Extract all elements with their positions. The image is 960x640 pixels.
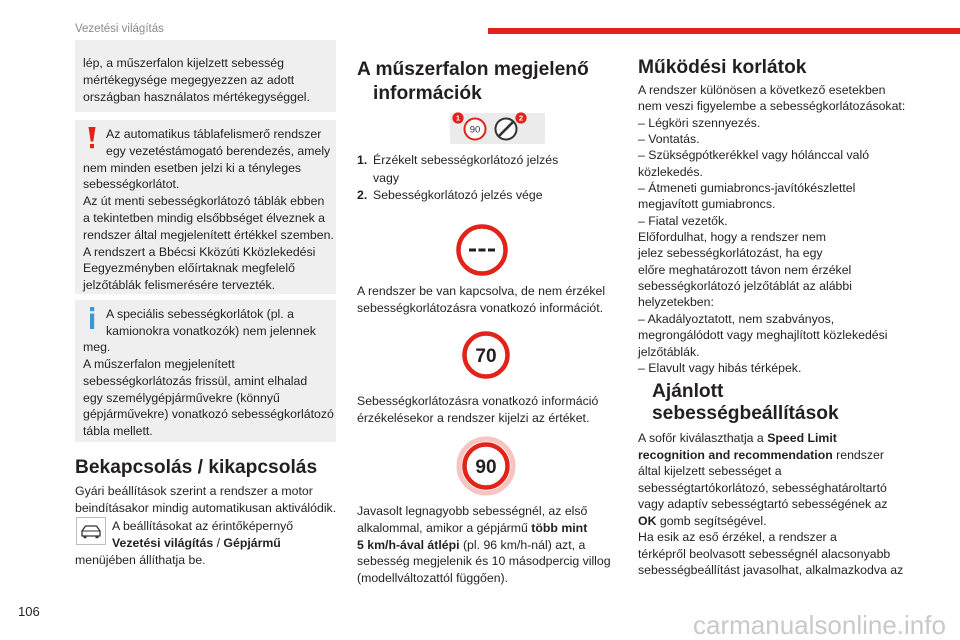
text-line: Eegyezményben előírtaknak megfelelő bbox=[83, 261, 295, 276]
overspeed-text bbox=[357, 503, 611, 587]
text-line: jelzőtáblák. bbox=[638, 344, 700, 359]
text-line: vagy adaptív sebességtartó sebességének az bbox=[638, 497, 888, 511]
text-line: – Vontatás. bbox=[638, 132, 700, 147]
text-line: Sebességkorlátozó jelzés vége bbox=[373, 188, 543, 202]
text-line: sebesség megjelenik és 10 másodpercig villog bbox=[357, 554, 611, 569]
text-line: nem veszi figyelembe a sebességkorlátozásokat: bbox=[638, 99, 906, 114]
flashing-speed-value: 90 bbox=[475, 457, 497, 478]
text-line: jelzőtáblák felismerésére tervezték. bbox=[83, 278, 276, 293]
note-box-continued-text bbox=[83, 55, 310, 106]
legend-number-2: 2. bbox=[357, 188, 368, 202]
info-text bbox=[83, 306, 334, 440]
text-line: sebességtartókorlátozó, sebességhatároltartó bbox=[638, 480, 887, 495]
flashing-speed-limit-sign-icon bbox=[456, 436, 516, 496]
recommended-speed-text bbox=[638, 430, 903, 579]
text-line bbox=[638, 430, 903, 447]
figure-sign-value: 90 bbox=[469, 124, 481, 136]
text-run: gomb segítségével. bbox=[656, 513, 767, 528]
text-line: meg. bbox=[83, 340, 111, 355]
text-line: mértékegysége megegyezzen az adott bbox=[83, 73, 295, 87]
bold-text: 5 km/h-ával átlépi bbox=[357, 537, 460, 552]
text-run: / bbox=[213, 536, 224, 550]
heading-operating-limits bbox=[638, 56, 806, 80]
text-line: gépjárművekre) vonatkozó sebességkorlátozó bbox=[83, 407, 334, 422]
text-line: Ajánlott bbox=[652, 381, 724, 402]
text-line: Érzékelt sebességkorlátozó jelzés bbox=[373, 153, 559, 167]
text-line: előre meghatározott távon nem érzékel bbox=[638, 262, 852, 277]
text-line: vagy bbox=[373, 170, 399, 185]
text-line: sebességbeállítások bbox=[652, 403, 839, 424]
text-line: sebességkorlátozásra vonatkozó információt. bbox=[357, 301, 604, 315]
text-line: Javasolt legnagyobb sebességnél, az első bbox=[357, 504, 588, 518]
text-line: érzékelésekor a rendszer kijelzi az értéket. bbox=[357, 411, 590, 425]
text-line: Ha esik az eső érzékel, a rendszer a bbox=[638, 530, 837, 544]
text-line: Bekapcsolás / kikapcsolás bbox=[75, 457, 318, 478]
page-number: 106 bbox=[18, 604, 40, 619]
bold-text: Vezetési világítás bbox=[112, 536, 214, 550]
heading-recommended-speed bbox=[652, 381, 839, 425]
text-run: rendszer bbox=[832, 447, 884, 462]
text-line: kamionokra vonatkozók) nem jelennek bbox=[106, 323, 316, 338]
text-line: sebességkorlátot. bbox=[83, 177, 180, 192]
text-line: menüjében állíthatja be. bbox=[75, 553, 206, 567]
text-line: egy személygépjárművekre (könnyű bbox=[83, 390, 280, 405]
text-line: – Akadályoztatott, nem szabványos, bbox=[638, 311, 835, 326]
text-line: – Elavult vagy hibás térképek. bbox=[638, 360, 802, 375]
text-line: a tekintetben mindig elsőbbséget élveznek a bbox=[83, 210, 325, 225]
text-line: jelez sebességkorlátozást, ha egy bbox=[638, 246, 823, 261]
text-line: A műszerfalon megjelenő bbox=[357, 59, 589, 80]
dashboard-signs-figure bbox=[450, 112, 546, 144]
no-limit-detected-sign-icon bbox=[456, 224, 508, 276]
text-line: – Szükségpótkerékkel vagy hólánccal való bbox=[638, 148, 870, 163]
text-line: A speciális sebességkorlátok (pl. a bbox=[106, 307, 294, 321]
text-line: Működési korlátok bbox=[638, 57, 807, 78]
text-run: (pl. 96 km/h-nál) azt, a bbox=[459, 537, 586, 552]
speed-limit-value: 70 bbox=[475, 346, 497, 367]
text-line bbox=[357, 537, 611, 554]
text-line: sebességkorlátozás frissül, amint elhalad bbox=[83, 373, 308, 388]
warning-text bbox=[83, 126, 334, 294]
text-line: lép, a műszerfalon kijelzett sebesség bbox=[83, 56, 284, 70]
text-line: tábla mellett. bbox=[83, 423, 153, 438]
text-line: közlekedés. bbox=[638, 164, 703, 179]
watermark: carmanualsonline.info bbox=[693, 610, 946, 640]
text-run: alkalommal, amikor a gépjármű bbox=[357, 520, 532, 535]
bold-text: több mint bbox=[531, 520, 588, 535]
heading-dashboard-info bbox=[357, 58, 589, 106]
text-line: – Légköri szennyezés. bbox=[638, 115, 761, 130]
text-line: által kijelzett sebességet a bbox=[638, 464, 782, 478]
text-line: A műszerfalon megjelenített bbox=[83, 357, 235, 372]
text-line: információk bbox=[373, 83, 482, 104]
text-line: beindításakor mindig automatikusan aktiválódik. bbox=[75, 501, 337, 515]
bold-text: OK bbox=[638, 513, 657, 528]
legend-text-1 bbox=[373, 152, 558, 187]
operating-limits-text bbox=[638, 82, 905, 376]
text-line: sebességbeállítást javasolhat, alkalmazkodva az bbox=[638, 563, 904, 577]
bold-text: Gépjármű bbox=[223, 536, 281, 550]
text-line: rendszer által megjelenített értékkel szemben. bbox=[83, 227, 334, 242]
text-line: – Fiatal vezetők. bbox=[638, 213, 728, 228]
text-line: megrongálódott vagy meghajlított közlekedési bbox=[638, 328, 888, 343]
text-line: egy vezetéstámogató berendezés, amely bbox=[106, 143, 331, 158]
no-info-text bbox=[357, 283, 605, 317]
settings-text bbox=[75, 518, 293, 569]
legend-number-1: 1. bbox=[357, 153, 368, 167]
text-line: A rendszer különösen a következő esetekben bbox=[638, 83, 886, 97]
text-line bbox=[638, 447, 903, 464]
detected-text bbox=[357, 393, 598, 427]
text-line: – Átmeneti gumiabroncs-javítókészlettel bbox=[638, 181, 856, 196]
text-line: országban használatos mértékegységgel. bbox=[83, 90, 310, 104]
text-line: megjavított gumiabroncs. bbox=[638, 197, 776, 212]
text-line bbox=[357, 520, 611, 537]
section-title: Vezetési világítás bbox=[75, 23, 164, 35]
text-line: (modellváltozattól függően). bbox=[357, 571, 509, 585]
text-line: Az automatikus táblafelismerő rendszer bbox=[106, 127, 322, 141]
on-off-intro-text bbox=[75, 483, 336, 517]
text-line: A rendszer be van kapcsolva, de nem érzékel bbox=[357, 284, 606, 298]
text-line: A rendszert a Bbécsi Kközúti Kközlekedési bbox=[83, 244, 316, 259]
bold-text: Speed Limit bbox=[767, 431, 837, 445]
text-line: Sebességkorlátozásra vonatkozó információ bbox=[357, 394, 599, 408]
text-run: A sofőr kiválaszthatja a bbox=[638, 431, 768, 445]
speed-limit-sign-icon bbox=[462, 331, 510, 379]
text-line: Előfordulhat, hogy a rendszer nem bbox=[638, 230, 826, 245]
text-line: térképről beolvasott sebességnél alacsonyabb bbox=[638, 546, 891, 561]
text-line bbox=[638, 513, 903, 530]
badge-2-label: 2 bbox=[518, 113, 524, 123]
heading-on-off bbox=[75, 456, 317, 480]
text-line: Az út menti sebességkorlátozó táblák ebben bbox=[83, 194, 325, 209]
text-line: A beállításokat az érintőképernyő bbox=[112, 519, 294, 533]
text-line: nem minden esetben jelzi ki a tényleges bbox=[83, 160, 302, 175]
header-accent-bar bbox=[488, 28, 960, 34]
legend-text-2 bbox=[373, 187, 543, 205]
text-line bbox=[75, 535, 293, 552]
text-line: helyzetekben: bbox=[638, 295, 714, 310]
badge-1-label: 1 bbox=[455, 113, 461, 123]
text-line: sebességkorlátozó jelzőtáblát az alábbi bbox=[638, 279, 852, 294]
end-of-limit-sign-icon bbox=[496, 119, 517, 140]
text-line: Gyári beállítások szerint a rendszer a motor bbox=[75, 484, 313, 498]
bold-text: recognition and recommendation bbox=[638, 447, 833, 462]
